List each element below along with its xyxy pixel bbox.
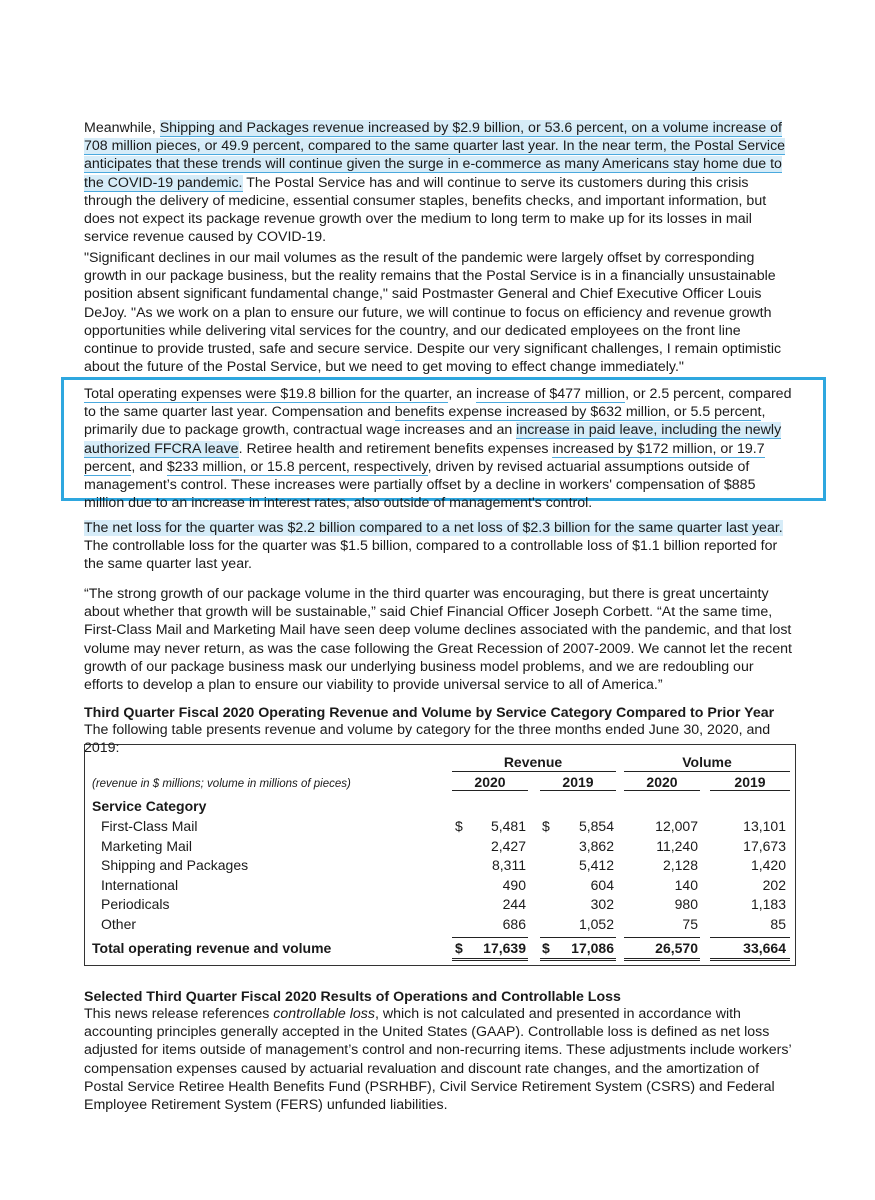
para1-pre: Meanwhile, (84, 120, 160, 136)
row-label: Other (101, 915, 137, 932)
row-rev-2019: 5,412 (578, 857, 614, 873)
row-vol-2020: 980 (674, 896, 698, 912)
table-section-subtitle: The following table presents revenue and volume by category for the three months ended June 30, 2020, and 2019: (84, 722, 771, 757)
table-section-title: Third Quarter Fiscal 2020 Operating Revenue and Volume by Service Category Compared to Prior Year (84, 705, 775, 721)
row-rev-2019: 604 (590, 876, 614, 893)
year-header: 2020 (474, 774, 506, 790)
results-section-body (84, 1005, 794, 1114)
table-units-note: (revenue in $ millions; volume in millions of pieces) (92, 778, 351, 790)
para3-s5: benefits expense increased by $632 million, or 5.5 percent (394, 404, 762, 421)
paragraph-net-loss (84, 519, 794, 574)
total-rev-2020: 17,639 (483, 940, 526, 956)
row-label: Periodicals (101, 896, 170, 912)
para4-highlight: The net loss for the quarter was $2.2 billion compared to a net loss of $2.3 billion for the same quarter last year. (84, 520, 783, 536)
row-vol-2019: 1,420 (750, 857, 786, 873)
paragraph-operating-expenses (84, 385, 794, 512)
row-vol-2020: 75 (682, 915, 698, 932)
year-rule (710, 790, 790, 791)
year-rule (452, 790, 528, 791)
volume-group-rule (624, 771, 790, 772)
total-rule (452, 937, 528, 938)
total-rule (710, 937, 790, 938)
para3-s1: Total operating expenses were $19.8 billion for the quarter (84, 386, 449, 402)
row-rev-2019: 302 (590, 896, 614, 912)
para3-s7: increase in paid leave, including the newly authorized FFCRA leave (84, 422, 782, 457)
para3-s4: , or 2.5 percent, compared to the same quarter last year. Compensation and (84, 386, 792, 421)
row-label: Marketing Mail (101, 837, 193, 854)
para3-s2: , an (448, 386, 476, 402)
row-dollar-sign: $ (542, 818, 550, 834)
results-body-pre: This news release references (84, 1006, 274, 1022)
total-dollar-sign: $ (455, 940, 463, 956)
results-body-term: controllable loss (273, 1006, 375, 1022)
volume-group-header: Volume (682, 754, 732, 770)
total-double-rule (710, 958, 790, 961)
total-double-rule (540, 958, 616, 961)
row-label: Shipping and Packages (101, 857, 249, 873)
row-vol-2019: 202 (762, 876, 786, 893)
year-header: 2019 (562, 774, 594, 790)
para1-highlight: Shipping and Packages revenue increased by $2.9 billion, or 53.6 percent, on a volume increase of 708 million pieces, or 49.9 percent, compared to the same quarter last year. In the near term, the Postal Service anticipates that these trends will continue given the surge in e-commerce as many Americans stay home due to the COVID-19 pandemic. (84, 120, 786, 191)
para3-s12: , driven by revised actuarial assumptions outside of management’s control. These increases were partially offset by a decline in workers' compensation of $885 million due to an increase in interest rates, also outside of management's control. (84, 458, 756, 512)
total-rev-2019: 17,086 (571, 940, 614, 956)
row-rev-2020: 8,311 (492, 857, 526, 873)
year-rule (540, 790, 616, 791)
results-section-title: Selected Third Quarter Fiscal 2020 Results of Operations and Controllable Loss (84, 989, 621, 1005)
total-rule (624, 937, 700, 938)
total-vol-2020: 26,570 (655, 940, 698, 956)
row-rev-2019: 5,854 (578, 818, 614, 834)
para3-s11: $233 million, or 15.8 percent, respectively (166, 458, 428, 475)
total-vol-2019: 33,664 (743, 940, 786, 956)
row-label: First-Class Mail (101, 818, 198, 834)
total-double-rule (452, 958, 528, 961)
revenue-group-header: Revenue (503, 754, 563, 770)
row-vol-2019: 17,673 (743, 837, 786, 854)
row-rev-2020: 686 (502, 915, 526, 932)
total-rule (540, 937, 616, 938)
para3-s10: , and (131, 458, 167, 475)
row-rev-2019: 1,052 (578, 915, 614, 932)
row-label: International (101, 876, 179, 893)
total-label: Total operating revenue and volume (92, 940, 332, 956)
year-header: 2020 (646, 774, 678, 790)
paragraph-corbett-quote: “The strong growth of our package volume in the third quarter was encouraging, but there is great uncertainty about whether that growth will be sustainable,” said Chief Financial Officer Joseph Corbett. “At the same time, First-Class Mail and Marketing Mail have seen deep volume declines associated with the pandemic, and that lost volume may never return, as was the case following the Great Recession of 2007-2009. We cannot let the recent growth of our package business mask our underlying business model problems, and we are redoubling our efforts to develop a plan to ensure our viability to provide universal service to all of America.” (84, 586, 792, 694)
row-rev-2020: 2,427 (490, 837, 526, 854)
para3-s6: , primarily due to package growth, contractual wage increases and an (84, 404, 766, 439)
total-double-rule (624, 958, 700, 961)
row-dollar-sign: $ (455, 818, 463, 834)
year-rule (624, 790, 700, 791)
para4-rest: The controllable loss for the quarter was $1.5 billion, compared to a controllable loss of $1.1 billion reported for the same quarter last year. (84, 538, 778, 573)
results-body-post: , which is not calculated and presented in accordance with accounting principles generally accepted in the United States (GAAP). Controllable loss is defined as net loss adjusted for items outside of management’s control and non-recurring items. These adjustments include workers’ compensation expenses caused by actuarial revaluation and discount rate changes, and the amortization of Postal Service Retiree Health Benefits Fund (PSRHBF), Civil Service Retirement System (CSRS) and Federal Employee Retirement System (FERS) unfunded liabilities. (84, 1006, 792, 1114)
para1-post: The Postal Service has and will continue to serve its customers during this crisis through the delivery of medicine, essential consumer staples, benefits checks, and important information, but does not expect its package revenue growth over the medium to long term to make up for its losses in mail service revenue caused by COVID-19. (84, 174, 767, 246)
paragraph-shipping-revenue (84, 119, 794, 246)
row-vol-2019: 13,101 (743, 818, 786, 834)
row-vol-2019: 85 (770, 915, 786, 932)
row-vol-2020: 11,240 (656, 837, 698, 854)
row-rev-2020: 5,481 (490, 818, 526, 834)
row-rev-2019: 3,862 (578, 837, 614, 854)
total-dollar-sign: $ (542, 940, 550, 956)
row-rev-2020: 244 (502, 896, 526, 912)
para3-s9: increased by $172 million, or 19.7 percent (84, 440, 765, 475)
row-vol-2020: 2,128 (662, 857, 698, 873)
paragraph-dejoy-quote: "Significant declines in our mail volumes as the result of the pandemic were largely offset by corresponding growth in our package business, but the reality remains that the Postal Service is in a financially unsustainable position absent significant fundamental change," said Postmaster General and Chief Executive Officer Louis DeJoy. "As we work on a plan to ensure our future, we will continue to focus on efficiency and revenue growth opportunities while delivering vital services for the country, and our dedicated employees on the front line continue to provide trusted, safe and secure service. Despite our very significant challenges, I remain optimistic about the future of the Postal Service, but we need to get moving to effect change immediately." (84, 250, 782, 376)
row-rev-2020: 490 (502, 876, 526, 893)
revenue-group-rule (452, 771, 616, 772)
year-header: 2019 (734, 774, 766, 790)
row-vol-2020: 12,007 (655, 818, 698, 834)
para3-s3: increase of $477 million (476, 386, 626, 402)
service-category-label: Service Category (92, 798, 207, 814)
row-vol-2019: 1,183 (750, 896, 786, 912)
para3-s8: . Retiree health and retirement benefits expenses (238, 440, 553, 457)
row-vol-2020: 140 (674, 876, 698, 893)
